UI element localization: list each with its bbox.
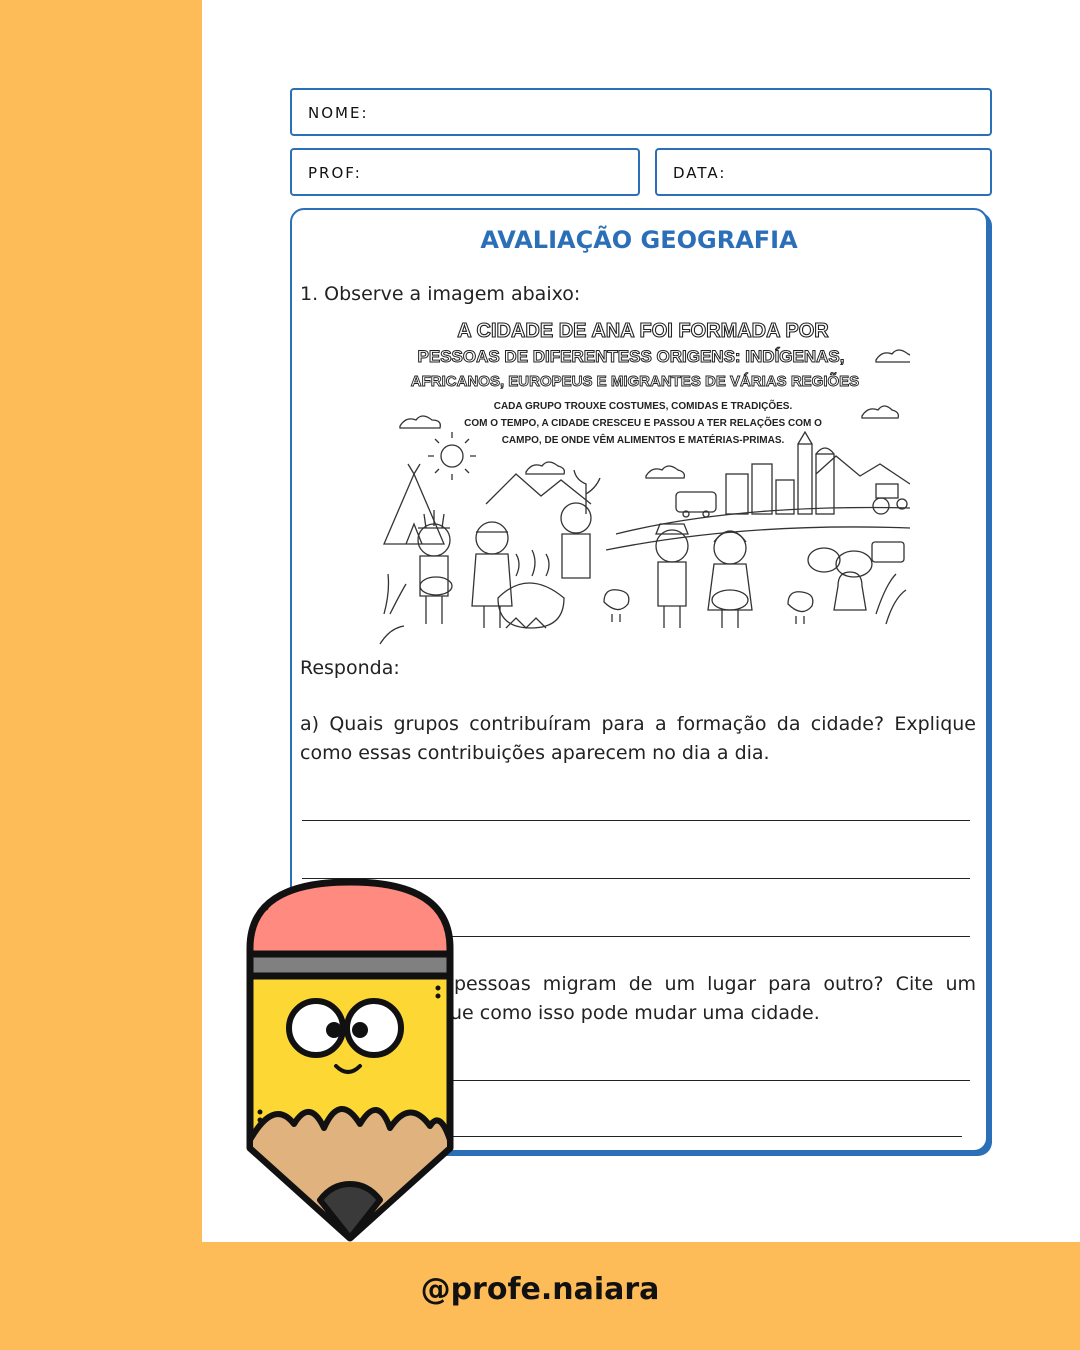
answer-line[interactable] <box>302 820 970 821</box>
question-a-line-2: como essas contribuições aparecem no dia a dia. <box>300 742 770 764</box>
illustration-heading-1: A CIDADE DE ANA FOI FORMADA POR <box>457 320 829 342</box>
date-field[interactable] <box>655 148 992 196</box>
question-a-line-1: a) Quais grupos contribuíram para a formação da cidade? Explique <box>300 713 976 735</box>
name-field[interactable] <box>290 88 992 136</box>
pencil-mascot-icon <box>244 878 456 1244</box>
assessment-title: AVALIAÇÃO GEOGRAFIA <box>480 226 798 254</box>
name-label: NOME: <box>308 104 369 122</box>
illustration-body-2: COM O TEMPO, A CIDADE CRESCEU E PASSOU A TER RELAÇÕES COM O <box>464 418 822 429</box>
illustration-heading-3: AFRICANOS, EUROPEUS E MIGRANTES DE VÁRIAS REGIÕES <box>410 373 860 390</box>
illustration-body-1: CADA GRUPO TROUXE COSTUMES, COMIDAS E TRADIÇÕES. <box>493 401 793 412</box>
prof-label: PROF: <box>308 164 362 182</box>
illustration-body-3: CAMPO, DE ONDE VÊM ALIMENTOS E MATÉRIAS-PRIMAS. <box>501 435 785 446</box>
question-b-line-2: ue como isso pode mudar uma cidade. <box>450 1002 820 1024</box>
prof-field[interactable] <box>290 148 640 196</box>
city-illustration <box>376 314 910 648</box>
illustration-heading-2: PESSOAS DE DIFERENTESS ORIGENS: INDÍGENAS, <box>417 347 845 366</box>
illustration-drawing <box>376 314 910 648</box>
date-label: DATA: <box>673 164 727 182</box>
question-1: 1. Observe a imagem abaixo: <box>300 283 581 305</box>
respond-label: Responda: <box>300 657 400 679</box>
author-handle: @profe.naiara <box>420 1272 660 1307</box>
question-b-line-1: pessoas migram de um lugar para outro? Cite um <box>454 973 976 995</box>
